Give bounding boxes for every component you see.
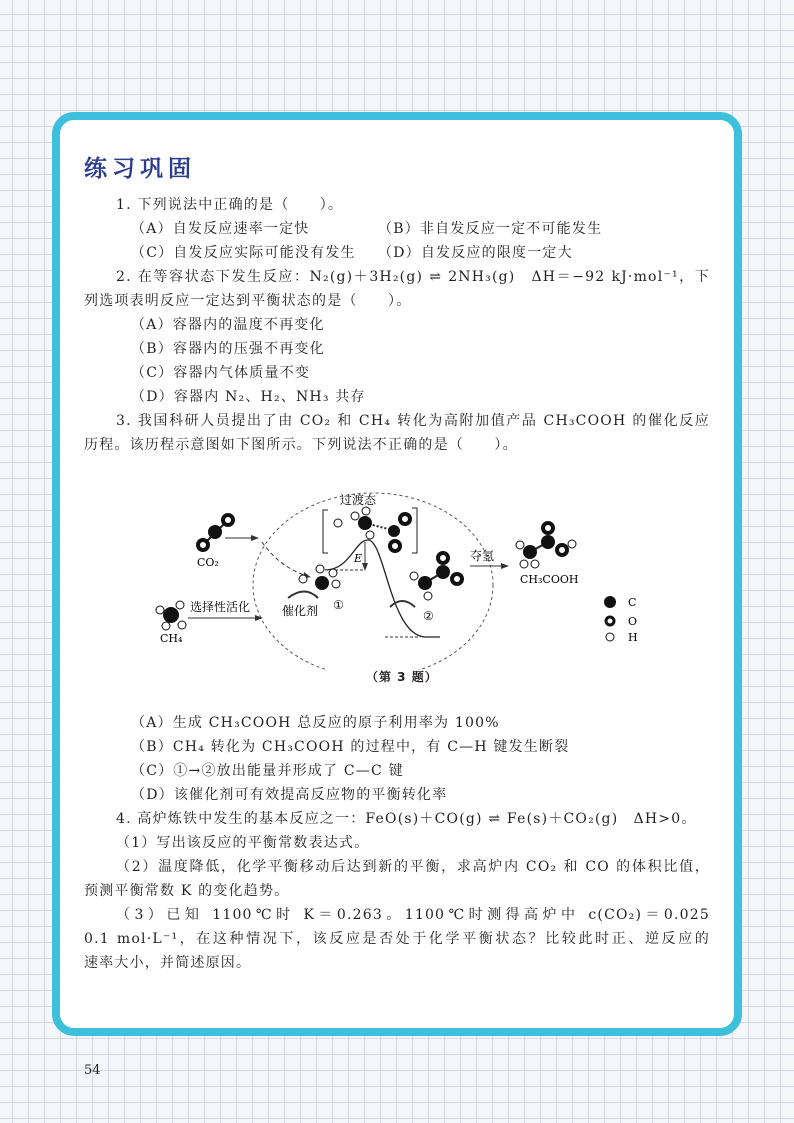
q2-stem-line1: 2. 在等容状态下发生反应：N₂(g)＋3H₂(g) ⇌ 2NH₃(g) ΔH＝−92 kJ·mol⁻¹，下 <box>116 269 710 285</box>
q1-option-c: （C）自发反应实际可能没有发生 <box>131 245 356 261</box>
q3-option-c: （C）①→②放出能量并形成了 C—C 键 <box>131 763 404 779</box>
hydrogen-legend-icon <box>606 633 614 641</box>
intermediate-2-molecule <box>390 553 462 607</box>
q1-stem: 1. 下列说法中正确的是（ ）。 <box>116 197 344 213</box>
q3-option-b: （B）CH₄ 转化为 CH₃COOH 的过程中，有 C—H 键发生断裂 <box>131 739 570 755</box>
q3-stem-line1: 3. 我国科研人员提出了由 CO₂ 和 CH₄ 转化为高附加值产品 CH₃COOH 的催化反应 <box>116 413 710 429</box>
q4-part2-line1: （2）温度降低，化学平衡移动后达到新的平衡，求高炉内 CO₂ 和 CO 的体积比值， <box>116 859 710 875</box>
step1-label: ① <box>333 598 344 612</box>
oxygen-legend-icon <box>606 617 614 625</box>
q4-part3-line1: （3）已知 1100℃时 K＝0.263。1100℃时测得高炉中 c(CO₂)＝0.025 <box>116 907 710 923</box>
section-title: 练习巩固 <box>84 156 196 182</box>
carbon-legend-icon <box>604 596 616 608</box>
q4-part2-line2: 预测平衡常数 K 的变化趋势。 <box>84 883 290 899</box>
catalyst-label: 催化剂 <box>282 604 319 618</box>
dashed-arrow <box>262 542 310 577</box>
transition-state-label: 过渡态 <box>340 493 377 507</box>
legend-label-o: O <box>628 615 638 628</box>
co2-label: CO₂ <box>197 556 219 569</box>
intermediate-1-molecule <box>288 565 340 598</box>
transition-molecule <box>334 507 410 551</box>
q3-option-a: （A）生成 CH₃COOH 总反应的原子利用率为 100% <box>131 715 500 731</box>
ch4-molecule <box>156 601 186 630</box>
legend-label-c: C <box>628 596 637 609</box>
q2-stem-line2: 列选项表明反应一定达到平衡状态的是（ ）。 <box>84 293 412 309</box>
page-number: 54 <box>84 1063 101 1078</box>
q1-option-d: （D）自发反应的限度一定大 <box>378 245 573 261</box>
ch3cooh-molecule <box>516 523 576 568</box>
q1-option-a: （A）自发反应速率一定快 <box>131 221 310 237</box>
q3-stem-line2: 历程。该历程示意图如下图所示。下列说法不正确的是（ ）。 <box>84 437 518 453</box>
figure-caption: （第 3 题） <box>366 670 438 684</box>
reaction-mechanism-figure <box>140 480 660 670</box>
q2-option-a: （A）容器内的温度不再变化 <box>131 317 325 333</box>
q4-part3-line2: 0.1 mol·L⁻¹，在这种情况下，该反应是否处于化学平衡状态？比较此时正、逆反应的 <box>84 931 710 947</box>
energy-label: E <box>354 552 363 565</box>
q4-part3-line3: 速率大小，并简述原因。 <box>84 955 252 971</box>
atom-legend <box>604 596 638 644</box>
q2-option-d: （D）容器内 N₂、H₂、NH₃ 共存 <box>131 389 366 405</box>
activation-label: 选择性活化 <box>190 600 251 614</box>
q3-option-d: （D）该催化剂可有效提高反应物的平衡转化率 <box>131 787 448 803</box>
q2-option-b: （B）容器内的压强不再变化 <box>131 341 325 357</box>
legend-label-h: H <box>628 631 638 644</box>
ch4-label: CH₄ <box>160 632 183 645</box>
dehydrogenation-label: 夺氢 <box>470 549 495 563</box>
product-label: CH₃COOH <box>520 573 579 586</box>
co2-molecule <box>198 515 233 550</box>
step2-label: ② <box>423 609 434 623</box>
q2-option-c: （C）容器内气体质量不变 <box>131 365 311 381</box>
q4-part1: （1）写出该反应的平衡常数表达式。 <box>116 835 370 851</box>
q4-stem: 4. 高炉炼铁中发生的基本反应之一：FeO(s)＋CO(g) ⇌ Fe(s)＋CO₂(g) ΔH>0。 <box>116 811 697 827</box>
q1-option-b: （B）非自发反应一定不可能发生 <box>378 221 603 237</box>
